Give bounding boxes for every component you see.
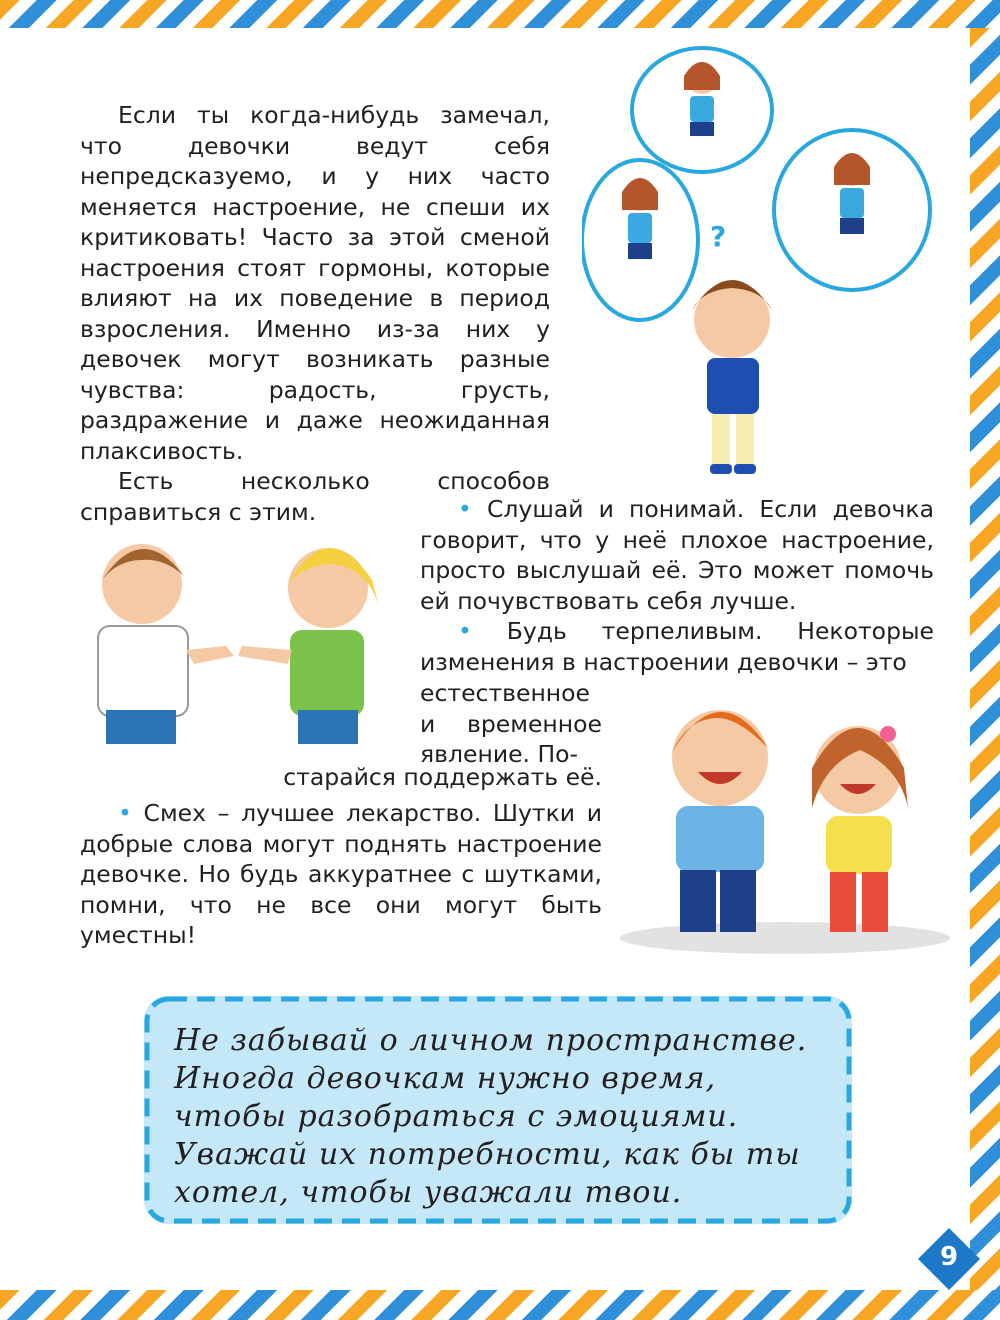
boy-talking-icon <box>98 544 234 744</box>
tip-patience-text-1: Будь терпеливым. Некоторые изменения в настроении девочки – это <box>420 617 934 676</box>
bullet-dot: • <box>458 495 472 523</box>
boy-thinking-icon <box>692 280 772 474</box>
tip-patience-end <box>262 762 602 793</box>
intro-paragraph-1: Если ты когда-нибудь замечал, что девочки ведут себя непредсказуемо, и у них часто меняется настроение, не спеши их критиковать! Часто за этой сменой настроения стоят гормоны, которые влияют на их поведение в период взросления. Именно из-за них у девочек могут возникать разные чувства: радость, грусть, раздражение и даже неожиданная плаксивость. <box>80 101 550 465</box>
tip-patience-text-2: естественное и временное явление. По- <box>420 679 602 768</box>
bullet-dot: • <box>118 799 132 827</box>
question-mark: ? <box>710 220 727 253</box>
girl-laughing-icon <box>812 726 908 932</box>
tip-laughter <box>80 798 602 951</box>
boy-laughing-icon <box>672 710 768 932</box>
tip-laughter-text: Смех – лучшее лекарство. Шутки и добрые слова могут поднять настроение девочке. Но будь аккуратнее с шутками, помни, что не все они могут быть уместны! <box>80 799 602 949</box>
tip-patience-text-3: старайся поддержать её. <box>283 763 602 791</box>
tip-listen-text: Слушай и понимай. Если девочка говорит, что у неё плохое настроение, просто выслушай её. Это может помочь ей почувствовать себя лучше. <box>420 495 934 615</box>
girl-talking-icon <box>238 548 380 744</box>
airmail-border-right <box>970 28 1000 1290</box>
airmail-border-top <box>0 0 1000 28</box>
kids-talking-illustration <box>78 520 408 750</box>
thinking-boy-illustration <box>582 40 972 480</box>
airmail-border-bottom <box>0 1290 1000 1320</box>
callout-text: Не забывай о личном пространстве. Иногда девочкам нужно время, чтобы разобраться с эмоциями. Уважай их потребности, как бы ты хотел, чтобы уважали твои. <box>174 1023 808 1210</box>
page-number: 9 <box>939 1242 959 1272</box>
intro-text <box>80 100 550 527</box>
callout-box <box>144 996 852 1224</box>
page-number-badge <box>918 1228 980 1290</box>
laughing-kids-illustration <box>620 688 950 958</box>
intro-paragraph-2: Есть несколько способов справиться с этим. <box>80 467 550 526</box>
tip-listen <box>420 494 934 616</box>
bullet-dot: • <box>458 617 472 645</box>
tip-patience <box>420 616 934 677</box>
tip-patience-cont <box>420 678 602 770</box>
